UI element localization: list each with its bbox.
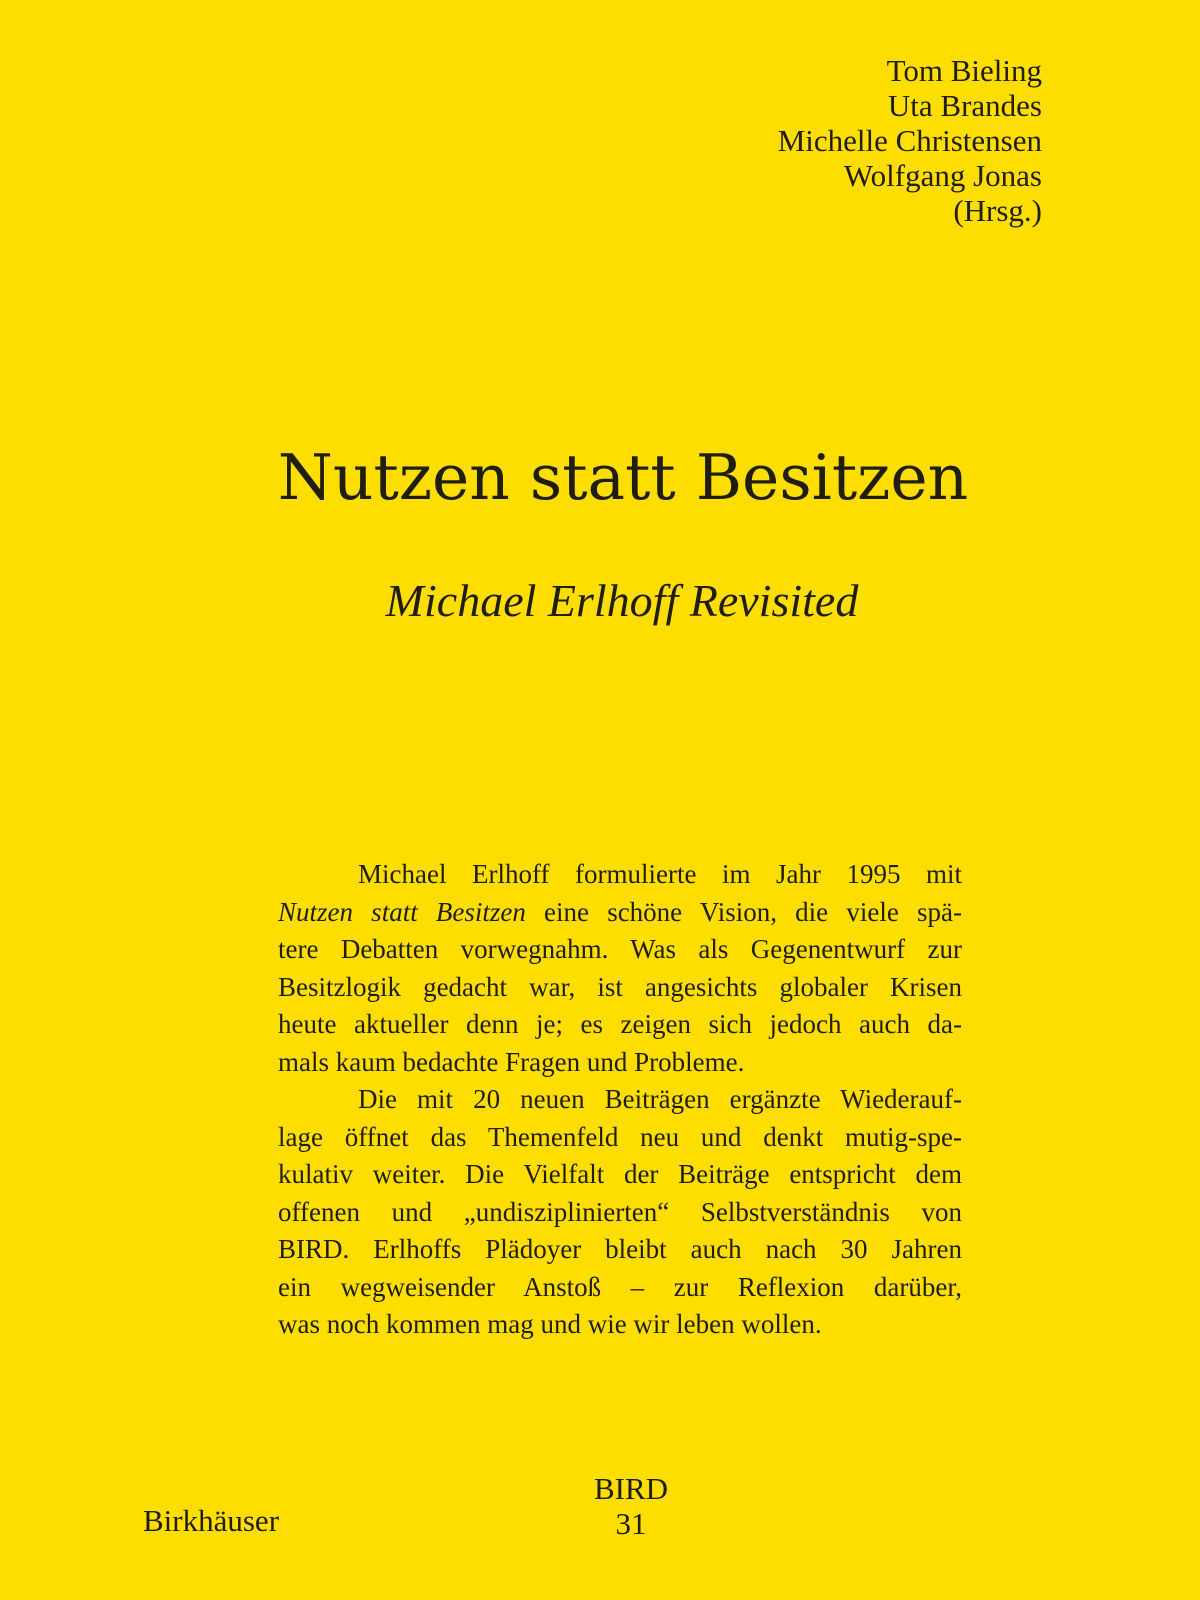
series-name: BIRD	[593, 1471, 669, 1506]
blurb-segment: offenen und „undisziplinierten“ Selbstverständnis von	[278, 1196, 962, 1227]
blurb-line	[278, 1306, 962, 1344]
editor-name: Tom Bieling	[886, 53, 1042, 88]
series-mark	[594, 1471, 668, 1541]
blurb-segment: eine schöne Vision, die viele spä-	[525, 896, 962, 927]
editor-name: Michelle Christensen	[777, 123, 1042, 158]
blurb-segment: mals kaum bedachte Fragen und Probleme.	[278, 1046, 745, 1077]
blurb-line	[278, 1044, 962, 1082]
blurb-line	[278, 1119, 962, 1157]
blurb-line	[278, 1269, 962, 1307]
editor-name: Uta Brandes	[887, 88, 1042, 123]
editors-suffix: (Hrsg.)	[953, 193, 1042, 228]
blurb-segment: Die mit 20 neuen Beiträgen ergänzte Wiederauf-	[358, 1084, 962, 1114]
blurb-line	[278, 1231, 962, 1269]
blurb-segment: heute aktueller denn je; es zeigen sich jedoch auch da-	[278, 1009, 962, 1039]
blurb-segment-italic: Nutzen statt Besitzen	[278, 896, 526, 927]
blurb-line	[278, 1081, 962, 1119]
blurb-line	[278, 969, 962, 1007]
blurb-segment: BIRD. Erlhoffs Plädoyer bleibt auch nach 30 Jahren	[278, 1234, 962, 1264]
blurb-segment: Michael Erlhoff formulierte im Jahr 1995 mit	[358, 859, 962, 889]
blurb-line	[278, 894, 962, 932]
blurb-line	[278, 856, 962, 894]
blurb-segment: ein wegweisender Anstoß – zur Reflexion darüber,	[278, 1271, 962, 1302]
editor-name: Wolfgang Jonas	[843, 158, 1042, 193]
book-title: Nutzen statt Besitzen	[277, 441, 969, 514]
blurb-line	[278, 931, 962, 969]
book-subtitle: Michael Erlhoff Revisited	[385, 575, 859, 626]
blurb-segment: was noch kommen mag und wie wir leben wollen.	[278, 1309, 822, 1339]
blurb-segment: kulativ weiter. Die Vielfalt der Beiträge entspricht dem	[278, 1159, 962, 1189]
blurb-segment: lage öffnet das Themenfeld neu und denkt mutig-spe-	[278, 1121, 962, 1152]
series-number: 31	[615, 1506, 647, 1541]
blurb	[278, 856, 962, 1344]
blurb-line	[278, 1006, 962, 1044]
publisher-logo: Birkhäuser	[143, 1503, 280, 1538]
blurb-segment: tere Debatten vorwegnahm. Was als Gegenentwurf zur	[278, 934, 962, 964]
editors-block	[778, 53, 1042, 228]
blurb-line	[278, 1156, 962, 1194]
blurb-line	[278, 1194, 962, 1232]
blurb-segment: Besitzlogik gedacht war, ist angesichts globaler Krisen	[278, 971, 962, 1002]
